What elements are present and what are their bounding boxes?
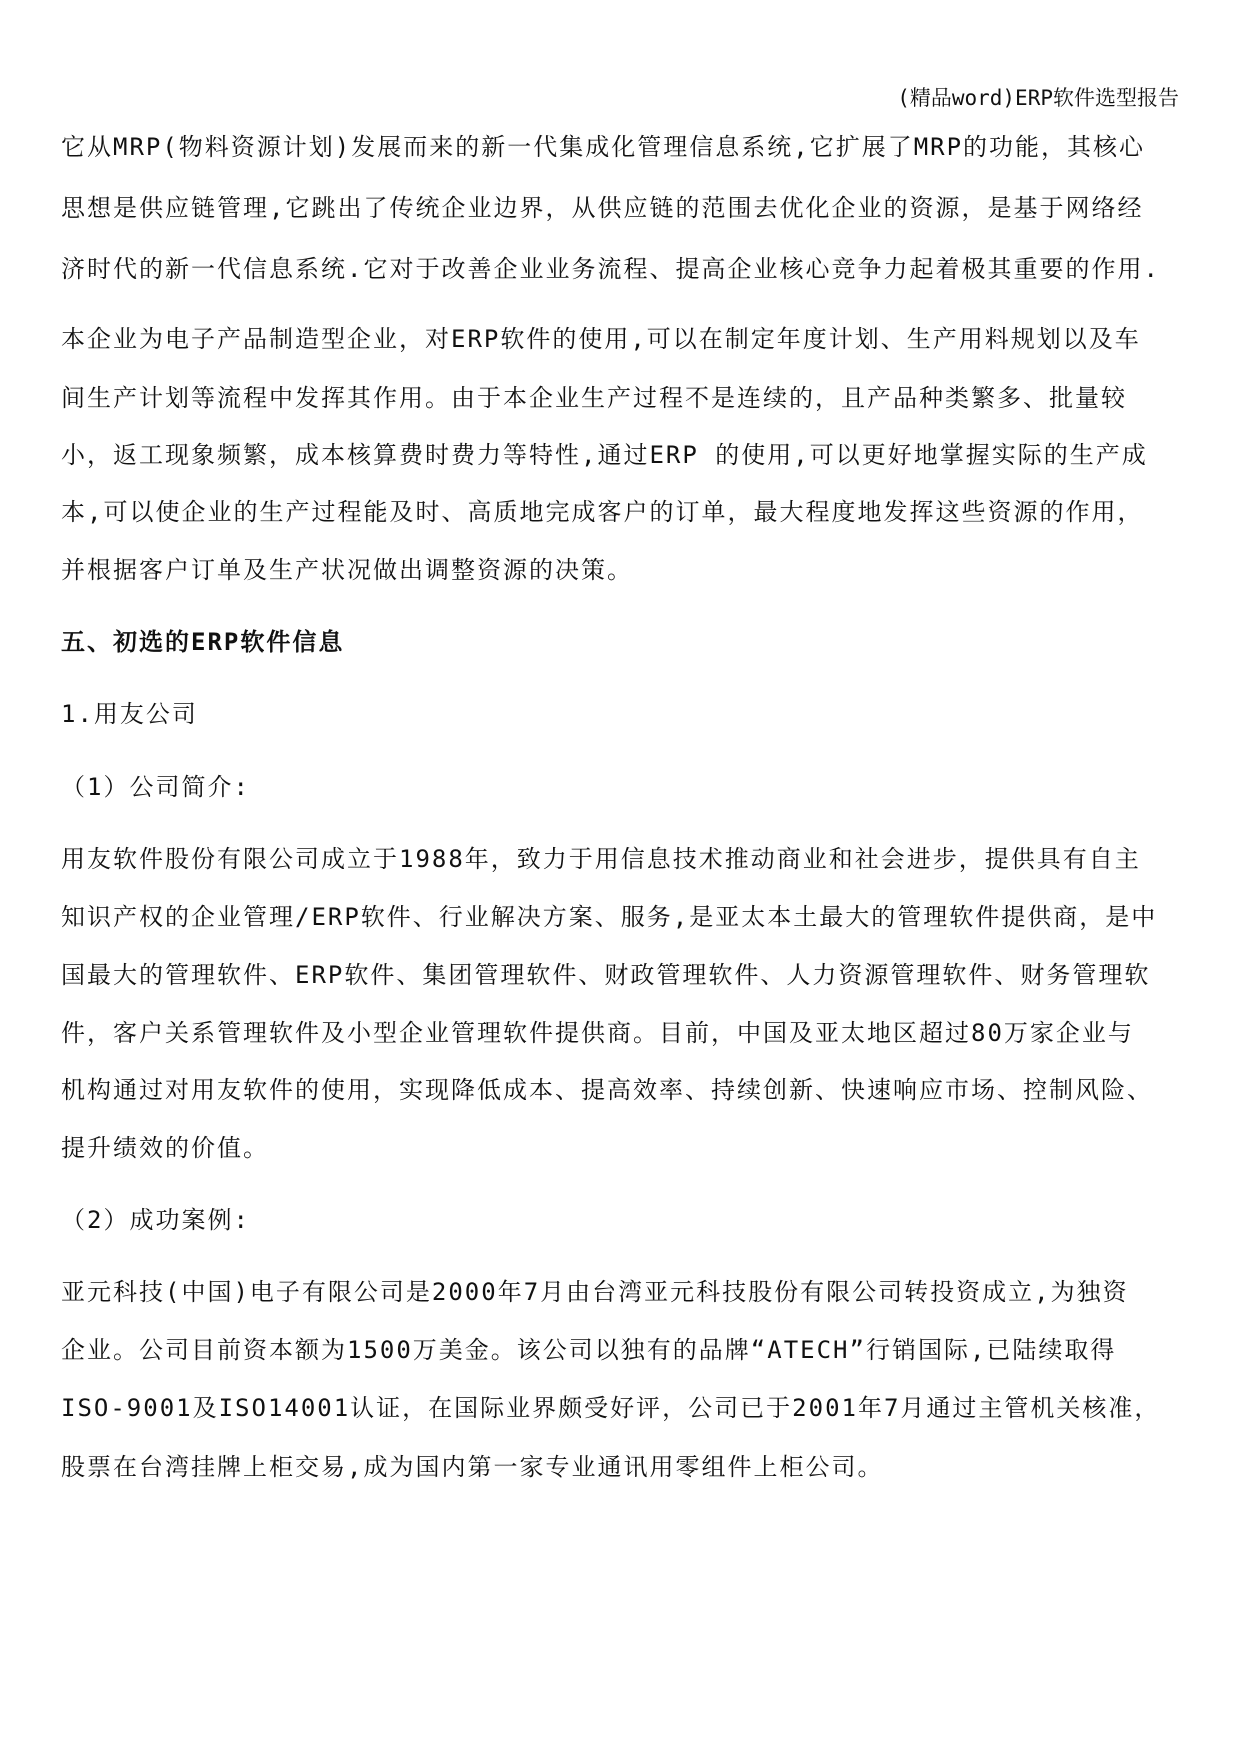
paragraph-line: 亚元科技(中国)电子有限公司是2000年7月由台湾亚元科技股份有限公司转投资成立,为独资 (61, 1278, 1129, 1306)
page-header: (精品word)ERP软件选型报告 (897, 86, 1179, 110)
subsection-title: 1.用友公司 (61, 700, 198, 728)
item-label: （2）成功案例: (61, 1206, 250, 1234)
paragraph-line: 本企业为电子产品制造型企业，对ERP软件的使用,可以在制定年度计划、生产用料规划以及车 (61, 325, 1141, 353)
paragraph-line: 机构通过对用友软件的使用，实现降低成本、提高效率、持续创新、快速响应市场、控制风险、 (61, 1076, 1153, 1104)
paragraph-line: 并根据客户订单及生产状况做出调整资源的决策。 (61, 556, 633, 584)
paragraph-line: 它从MRP(物料资源计划)发展而来的新一代集成化管理信息系统,它扩展了MRP的功能，其核心 (61, 133, 1146, 161)
paragraph-line: 股票在台湾挂牌上柜交易,成为国内第一家专业通讯用零组件上柜公司。 (61, 1453, 884, 1481)
paragraph-line: 济时代的新一代信息系统.它对于改善企业业务流程、提高企业核心竞争力起着极其重要的作用. (61, 255, 1160, 283)
paragraph-line: ISO-9001及ISO14001认证，在国际业界颇受好评，公司已于2001年7月通过主管机关核准， (61, 1394, 1161, 1422)
section-heading: 五、初选的ERP软件信息 (61, 628, 345, 656)
paragraph-line: 企业。公司目前资本额为1500万美金。该公司以独有的品牌“ATECH”行销国际,已陆续取得 (61, 1336, 1117, 1364)
paragraph-line: 国最大的管理软件、ERP软件、集团管理软件、财政管理软件、人力资源管理软件、财务管理软 (61, 961, 1151, 989)
paragraph-line: 件，客户关系管理软件及小型企业管理软件提供商。目前，中国及亚太地区超过80万家企业与 (61, 1019, 1134, 1047)
paragraph-line: 本,可以使企业的生产过程能及时、高质地完成客户的订单，最大程度地发挥这些资源的作用， (61, 498, 1144, 526)
paragraph-line: 思想是供应链管理,它跳出了传统企业边界，从供应链的范围去优化企业的资源，是基于网络经 (61, 194, 1144, 222)
paragraph-line: 知识产权的企业管理/ERP软件、行业解决方案、服务,是亚太本土最大的管理软件提供商，是中 (61, 903, 1158, 931)
paragraph-line: 提升绩效的价值。 (61, 1134, 269, 1162)
item-label: （1）公司简介: (61, 773, 250, 801)
paragraph-line: 间生产计划等流程中发挥其作用。由于本企业生产过程不是连续的，且产品种类繁多、批量较 (61, 384, 1127, 412)
paragraph-line: 小，返工现象频繁，成本核算费时费力等特性,通过ERP 的使用,可以更好地掌握实际的生产成 (61, 441, 1148, 469)
paragraph-line: 用友软件股份有限公司成立于1988年，致力于用信息技术推动商业和社会进步，提供具有自主 (61, 845, 1141, 873)
